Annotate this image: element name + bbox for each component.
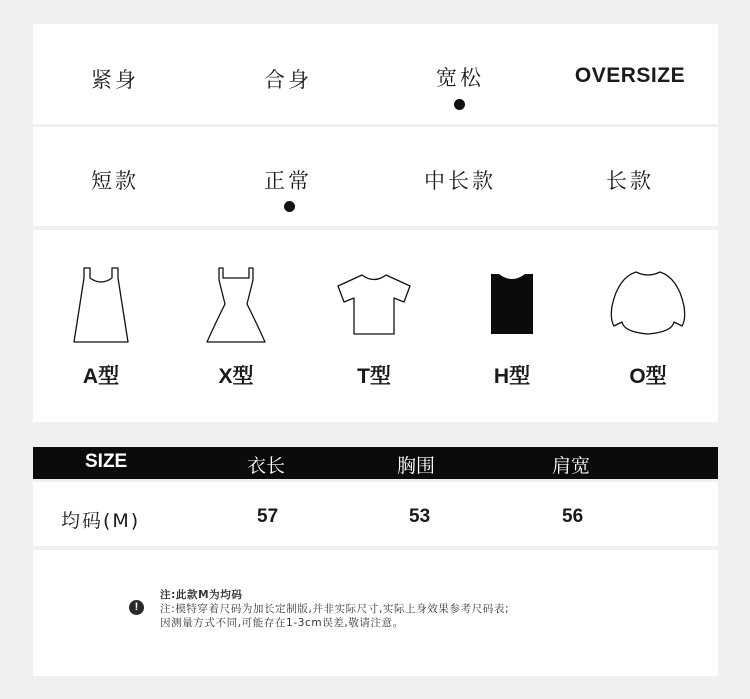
row-length-value: 57 [257,506,279,527]
fit-option-loose: 宽松 [436,66,484,90]
header-size: SIZE [85,451,128,472]
note-line-3: 因测量方式不同,可能存在1-3cm误差,敬请注意。 [160,617,404,629]
length-option-normal: 正常 [264,169,312,193]
fit-selected-dot [454,99,465,110]
a-line-dress-icon [41,266,161,346]
header-shoulder: 肩宽 [552,455,591,477]
fit-option-regular: 合身 [264,68,312,92]
note-line-2: 注:模特穿着尺码为加长定制版,并非实际尺寸,实际上身效果参考尺码表; [160,603,510,615]
tank-top-icon [452,272,572,338]
size-table-header [33,447,718,479]
silhouette-label-o: O型 [629,365,667,388]
o-shape-top-icon [588,268,708,338]
length-option-short: 短款 [91,169,139,193]
length-panel [33,127,718,226]
silhouette-label-h: H型 [493,365,531,388]
notes-panel [33,550,718,676]
header-length: 衣长 [247,455,286,477]
silhouette-label-t: T型 [357,365,391,388]
row-bust-value: 53 [409,506,431,527]
t-shirt-icon [314,272,434,338]
fit-option-tight: 紧身 [91,68,139,92]
length-option-mid-long: 中长款 [424,169,496,193]
fit-panel [33,24,718,124]
silhouette-label-x: X型 [218,365,254,388]
length-option-long: 长款 [606,169,654,193]
silhouette-label-a: A型 [82,365,120,388]
row-size: 均码(M) [61,510,141,532]
x-line-dress-icon [176,266,296,346]
fit-option-oversize: OVERSIZE [574,64,686,87]
note-line-1: 注:此款M为均码 [160,589,243,601]
length-selected-dot [284,201,295,212]
header-bust: 胸围 [397,455,436,477]
exclamation-icon: ! [129,600,144,615]
row-shoulder-value: 56 [562,506,584,527]
size-table-row [33,482,718,546]
silhouette-panel [33,230,718,422]
